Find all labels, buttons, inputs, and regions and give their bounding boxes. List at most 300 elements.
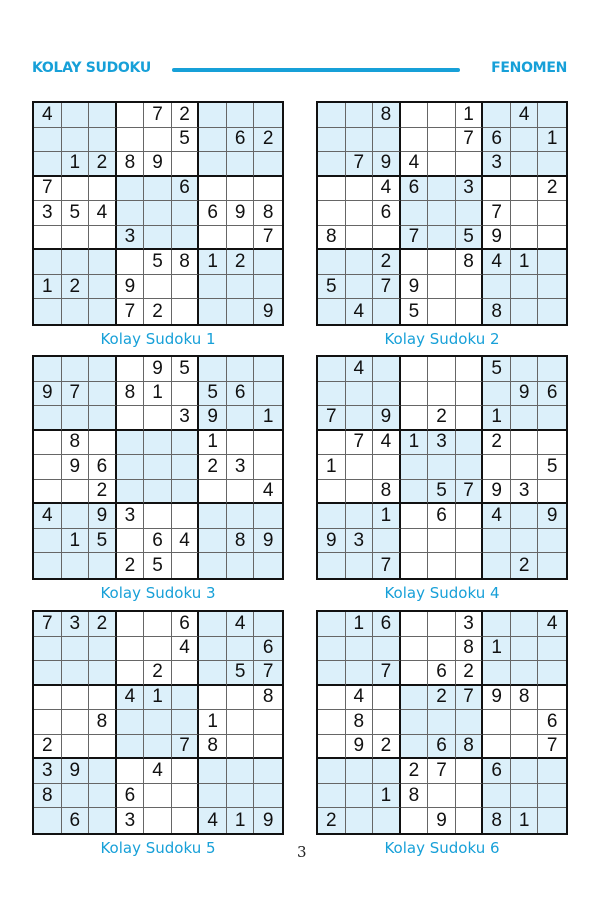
sudoku-cell[interactable]: 1: [373, 784, 401, 809]
sudoku-cell[interactable]: [227, 406, 255, 431]
sudoku-cell[interactable]: [373, 357, 401, 382]
sudoku-cell[interactable]: [89, 735, 117, 760]
sudoku-cell[interactable]: 7: [254, 661, 282, 686]
sudoku-cell[interactable]: 6: [172, 612, 200, 637]
sudoku-cell[interactable]: [117, 759, 145, 784]
sudoku-cell[interactable]: [428, 177, 456, 202]
sudoku-cell[interactable]: [511, 406, 539, 431]
sudoku-cell[interactable]: 9: [483, 226, 511, 251]
sudoku-cell[interactable]: [538, 661, 566, 686]
sudoku-cell[interactable]: 3: [456, 612, 484, 637]
sudoku-cell[interactable]: [254, 382, 282, 407]
sudoku-cell[interactable]: 4: [254, 480, 282, 505]
sudoku-cell[interactable]: [538, 406, 566, 431]
sudoku-cell[interactable]: [34, 710, 62, 735]
sudoku-cell[interactable]: [428, 529, 456, 554]
sudoku-cell[interactable]: [117, 480, 145, 505]
sudoku-cell[interactable]: [428, 553, 456, 578]
sudoku-cell[interactable]: [144, 128, 172, 153]
sudoku-cell[interactable]: [346, 201, 374, 226]
sudoku-cell[interactable]: [401, 808, 429, 833]
sudoku-cell[interactable]: 9: [62, 455, 90, 480]
sudoku-cell[interactable]: [538, 431, 566, 456]
sudoku-cell[interactable]: 2: [511, 553, 539, 578]
sudoku-cell[interactable]: 6: [373, 612, 401, 637]
sudoku-cell[interactable]: 9: [117, 275, 145, 300]
sudoku-cell[interactable]: [199, 103, 227, 128]
sudoku-cell[interactable]: 2: [62, 275, 90, 300]
sudoku-cell[interactable]: [199, 480, 227, 505]
sudoku-cell[interactable]: [373, 382, 401, 407]
sudoku-cell[interactable]: [538, 201, 566, 226]
sudoku-cell[interactable]: [538, 759, 566, 784]
sudoku-cell[interactable]: [172, 226, 200, 251]
sudoku-cell[interactable]: 6: [172, 177, 200, 202]
sudoku-cell[interactable]: [199, 226, 227, 251]
sudoku-cell[interactable]: [172, 480, 200, 505]
sudoku-cell[interactable]: [511, 299, 539, 324]
sudoku-cell[interactable]: [62, 553, 90, 578]
sudoku-cell[interactable]: 2: [199, 455, 227, 480]
sudoku-cell[interactable]: [346, 382, 374, 407]
sudoku-cell[interactable]: 9: [254, 299, 282, 324]
sudoku-cell[interactable]: [401, 128, 429, 153]
sudoku-cell[interactable]: [428, 455, 456, 480]
sudoku-cell[interactable]: [254, 431, 282, 456]
sudoku-cell[interactable]: [89, 103, 117, 128]
sudoku-cell[interactable]: [34, 808, 62, 833]
sudoku-cell[interactable]: [456, 382, 484, 407]
sudoku-cell[interactable]: [318, 504, 346, 529]
sudoku-cell[interactable]: [34, 455, 62, 480]
sudoku-cell[interactable]: 9: [483, 686, 511, 711]
sudoku-cell[interactable]: 8: [511, 686, 539, 711]
sudoku-cell[interactable]: [428, 637, 456, 662]
sudoku-cell[interactable]: 1: [144, 382, 172, 407]
sudoku-cell[interactable]: [318, 480, 346, 505]
sudoku-cell[interactable]: [483, 103, 511, 128]
sudoku-cell[interactable]: [456, 759, 484, 784]
sudoku-cell[interactable]: [346, 637, 374, 662]
sudoku-cell[interactable]: [401, 480, 429, 505]
sudoku-cell[interactable]: [227, 637, 255, 662]
sudoku-cell[interactable]: 6: [483, 128, 511, 153]
sudoku-cell[interactable]: [346, 455, 374, 480]
sudoku-cell[interactable]: [401, 686, 429, 711]
sudoku-cell[interactable]: 6: [483, 759, 511, 784]
sudoku-cell[interactable]: 4: [483, 250, 511, 275]
sudoku-cell[interactable]: [538, 637, 566, 662]
sudoku-cell[interactable]: [254, 612, 282, 637]
sudoku-cell[interactable]: [511, 529, 539, 554]
sudoku-cell[interactable]: 2: [117, 553, 145, 578]
sudoku-cell[interactable]: [62, 406, 90, 431]
sudoku-cell[interactable]: 3: [34, 759, 62, 784]
sudoku-cell[interactable]: [34, 637, 62, 662]
sudoku-cell[interactable]: [254, 735, 282, 760]
sudoku-cell[interactable]: 5: [428, 480, 456, 505]
sudoku-cell[interactable]: 5: [483, 357, 511, 382]
sudoku-cell[interactable]: 7: [144, 103, 172, 128]
sudoku-cell[interactable]: [62, 128, 90, 153]
sudoku-cell[interactable]: 6: [538, 382, 566, 407]
sudoku-cell[interactable]: 3: [456, 177, 484, 202]
sudoku-cell[interactable]: [34, 431, 62, 456]
sudoku-cell[interactable]: [318, 201, 346, 226]
sudoku-cell[interactable]: [538, 784, 566, 809]
sudoku-cell[interactable]: [34, 152, 62, 177]
sudoku-cell[interactable]: [346, 784, 374, 809]
sudoku-cell[interactable]: [199, 612, 227, 637]
sudoku-cell[interactable]: 4: [346, 686, 374, 711]
sudoku-cell[interactable]: 1: [62, 529, 90, 554]
sudoku-cell[interactable]: [318, 553, 346, 578]
sudoku-cell[interactable]: [483, 735, 511, 760]
sudoku-cell[interactable]: [428, 612, 456, 637]
sudoku-cell[interactable]: [483, 784, 511, 809]
sudoku-cell[interactable]: [483, 177, 511, 202]
sudoku-cell[interactable]: [318, 357, 346, 382]
sudoku-cell[interactable]: 1: [456, 103, 484, 128]
sudoku-cell[interactable]: [318, 382, 346, 407]
sudoku-cell[interactable]: 9: [254, 529, 282, 554]
sudoku-cell[interactable]: 5: [172, 357, 200, 382]
sudoku-cell[interactable]: [456, 431, 484, 456]
sudoku-cell[interactable]: [511, 152, 539, 177]
sudoku-cell[interactable]: [511, 177, 539, 202]
sudoku-cell[interactable]: [172, 299, 200, 324]
sudoku-cell[interactable]: [89, 661, 117, 686]
sudoku-cell[interactable]: 9: [318, 529, 346, 554]
sudoku-cell[interactable]: [89, 226, 117, 251]
sudoku-cell[interactable]: [318, 128, 346, 153]
sudoku-cell[interactable]: 3: [227, 455, 255, 480]
sudoku-cell[interactable]: 2: [34, 735, 62, 760]
sudoku-cell[interactable]: [117, 103, 145, 128]
sudoku-cell[interactable]: [199, 529, 227, 554]
sudoku-cell[interactable]: [318, 735, 346, 760]
sudoku-cell[interactable]: [172, 431, 200, 456]
sudoku-cell[interactable]: [227, 357, 255, 382]
sudoku-cell[interactable]: [172, 759, 200, 784]
sudoku-cell[interactable]: [144, 431, 172, 456]
sudoku-cell[interactable]: 7: [373, 661, 401, 686]
sudoku-cell[interactable]: [511, 637, 539, 662]
sudoku-cell[interactable]: [34, 128, 62, 153]
sudoku-cell[interactable]: [34, 480, 62, 505]
sudoku-cell[interactable]: 1: [227, 808, 255, 833]
sudoku-cell[interactable]: 7: [254, 226, 282, 251]
sudoku-cell[interactable]: 7: [401, 226, 429, 251]
sudoku-cell[interactable]: 3: [117, 504, 145, 529]
sudoku-cell[interactable]: [483, 553, 511, 578]
sudoku-cell[interactable]: 9: [62, 759, 90, 784]
sudoku-cell[interactable]: [62, 504, 90, 529]
sudoku-cell[interactable]: [144, 406, 172, 431]
sudoku-cell[interactable]: 2: [318, 808, 346, 833]
sudoku-cell[interactable]: [456, 406, 484, 431]
sudoku-cell[interactable]: [117, 128, 145, 153]
sudoku-cell[interactable]: 2: [373, 735, 401, 760]
sudoku-cell[interactable]: [428, 382, 456, 407]
sudoku-cell[interactable]: [346, 226, 374, 251]
sudoku-cell[interactable]: [227, 553, 255, 578]
sudoku-cell[interactable]: [117, 177, 145, 202]
sudoku-cell[interactable]: [511, 226, 539, 251]
sudoku-cell[interactable]: 4: [199, 808, 227, 833]
sudoku-cell[interactable]: 4: [34, 103, 62, 128]
sudoku-cell[interactable]: [428, 201, 456, 226]
sudoku-cell[interactable]: [346, 275, 374, 300]
sudoku-cell[interactable]: 1: [144, 686, 172, 711]
sudoku-cell[interactable]: [254, 759, 282, 784]
sudoku-cell[interactable]: 7: [373, 275, 401, 300]
sudoku-cell[interactable]: [401, 382, 429, 407]
sudoku-cell[interactable]: 2: [144, 661, 172, 686]
sudoku-cell[interactable]: 1: [346, 612, 374, 637]
sudoku-cell[interactable]: 6: [373, 201, 401, 226]
sudoku-cell[interactable]: [511, 759, 539, 784]
sudoku-cell[interactable]: [346, 759, 374, 784]
sudoku-cell[interactable]: [483, 612, 511, 637]
sudoku-cell[interactable]: [117, 612, 145, 637]
sudoku-cell[interactable]: 6: [428, 735, 456, 760]
sudoku-cell[interactable]: [428, 250, 456, 275]
sudoku-cell[interactable]: [318, 103, 346, 128]
sudoku-cell[interactable]: [144, 504, 172, 529]
sudoku-cell[interactable]: [144, 226, 172, 251]
sudoku-cell[interactable]: [318, 152, 346, 177]
sudoku-cell[interactable]: [227, 735, 255, 760]
sudoku-cell[interactable]: 1: [401, 431, 429, 456]
sudoku-cell[interactable]: [346, 808, 374, 833]
sudoku-cell[interactable]: [456, 529, 484, 554]
sudoku-cell[interactable]: [62, 357, 90, 382]
sudoku-cell[interactable]: [144, 612, 172, 637]
sudoku-cell[interactable]: 6: [227, 382, 255, 407]
sudoku-cell[interactable]: 6: [428, 661, 456, 686]
sudoku-cell[interactable]: [511, 784, 539, 809]
sudoku-cell[interactable]: [373, 299, 401, 324]
sudoku-cell[interactable]: 5: [199, 382, 227, 407]
sudoku-cell[interactable]: [144, 455, 172, 480]
sudoku-cell[interactable]: 2: [89, 152, 117, 177]
sudoku-cell[interactable]: [199, 152, 227, 177]
sudoku-cell[interactable]: [538, 226, 566, 251]
sudoku-cell[interactable]: 9: [254, 808, 282, 833]
sudoku-cell[interactable]: 8: [117, 382, 145, 407]
sudoku-cell[interactable]: 5: [144, 553, 172, 578]
sudoku-cell[interactable]: [227, 226, 255, 251]
sudoku-cell[interactable]: 5: [89, 529, 117, 554]
sudoku-cell[interactable]: 3: [62, 612, 90, 637]
sudoku-cell[interactable]: 8: [117, 152, 145, 177]
sudoku-cell[interactable]: [538, 103, 566, 128]
sudoku-cell[interactable]: 9: [483, 480, 511, 505]
sudoku-cell[interactable]: [373, 226, 401, 251]
sudoku-cell[interactable]: 7: [346, 431, 374, 456]
sudoku-cell[interactable]: 1: [511, 808, 539, 833]
sudoku-cell[interactable]: [62, 637, 90, 662]
sudoku-cell[interactable]: [117, 201, 145, 226]
sudoku-cell[interactable]: [318, 431, 346, 456]
sudoku-cell[interactable]: 5: [144, 250, 172, 275]
sudoku-cell[interactable]: 9: [373, 406, 401, 431]
sudoku-cell[interactable]: [346, 177, 374, 202]
sudoku-cell[interactable]: 6: [227, 128, 255, 153]
sudoku-cell[interactable]: 8: [346, 710, 374, 735]
sudoku-cell[interactable]: [34, 406, 62, 431]
sudoku-cell[interactable]: 7: [346, 152, 374, 177]
sudoku-cell[interactable]: [511, 661, 539, 686]
sudoku-cell[interactable]: [456, 553, 484, 578]
sudoku-cell[interactable]: 8: [456, 637, 484, 662]
sudoku-cell[interactable]: [227, 275, 255, 300]
sudoku-cell[interactable]: 6: [62, 808, 90, 833]
sudoku-cell[interactable]: [144, 480, 172, 505]
sudoku-cell[interactable]: 6: [401, 177, 429, 202]
sudoku-cell[interactable]: [117, 250, 145, 275]
sudoku-cell[interactable]: [34, 553, 62, 578]
sudoku-cell[interactable]: 2: [172, 103, 200, 128]
sudoku-cell[interactable]: [199, 299, 227, 324]
sudoku-cell[interactable]: [428, 275, 456, 300]
sudoku-cell[interactable]: [117, 529, 145, 554]
sudoku-cell[interactable]: 4: [172, 529, 200, 554]
sudoku-cell[interactable]: 9: [373, 152, 401, 177]
sudoku-cell[interactable]: [34, 250, 62, 275]
sudoku-cell[interactable]: [373, 637, 401, 662]
sudoku-cell[interactable]: [199, 637, 227, 662]
sudoku-cell[interactable]: 4: [227, 612, 255, 637]
sudoku-cell[interactable]: [456, 710, 484, 735]
sudoku-cell[interactable]: [144, 735, 172, 760]
sudoku-cell[interactable]: [227, 504, 255, 529]
sudoku-cell[interactable]: [227, 784, 255, 809]
sudoku-cell[interactable]: [428, 128, 456, 153]
sudoku-cell[interactable]: 9: [538, 504, 566, 529]
sudoku-cell[interactable]: [172, 504, 200, 529]
sudoku-cell[interactable]: 2: [483, 431, 511, 456]
sudoku-cell[interactable]: [89, 128, 117, 153]
sudoku-cell[interactable]: [172, 553, 200, 578]
sudoku-cell[interactable]: 3: [117, 226, 145, 251]
sudoku-cell[interactable]: [401, 553, 429, 578]
sudoku-cell[interactable]: 3: [428, 431, 456, 456]
sudoku-cell[interactable]: [318, 177, 346, 202]
sudoku-cell[interactable]: [483, 275, 511, 300]
sudoku-cell[interactable]: 9: [34, 382, 62, 407]
sudoku-cell[interactable]: [172, 661, 200, 686]
sudoku-cell[interactable]: 4: [346, 299, 374, 324]
sudoku-cell[interactable]: [346, 406, 374, 431]
sudoku-cell[interactable]: 1: [199, 250, 227, 275]
sudoku-cell[interactable]: 2: [89, 612, 117, 637]
sudoku-cell[interactable]: [538, 553, 566, 578]
sudoku-cell[interactable]: [172, 455, 200, 480]
sudoku-cell[interactable]: 7: [318, 406, 346, 431]
sudoku-cell[interactable]: [401, 710, 429, 735]
sudoku-cell[interactable]: [346, 250, 374, 275]
sudoku-cell[interactable]: [401, 357, 429, 382]
sudoku-cell[interactable]: [511, 735, 539, 760]
sudoku-cell[interactable]: [483, 529, 511, 554]
sudoku-cell[interactable]: [401, 406, 429, 431]
sudoku-cell[interactable]: [117, 455, 145, 480]
sudoku-cell[interactable]: [401, 637, 429, 662]
sudoku-cell[interactable]: 7: [62, 382, 90, 407]
sudoku-cell[interactable]: [227, 759, 255, 784]
sudoku-cell[interactable]: [483, 455, 511, 480]
sudoku-cell[interactable]: [456, 808, 484, 833]
sudoku-cell[interactable]: [89, 431, 117, 456]
sudoku-cell[interactable]: 6: [254, 637, 282, 662]
sudoku-cell[interactable]: [144, 808, 172, 833]
sudoku-cell[interactable]: 4: [34, 504, 62, 529]
sudoku-cell[interactable]: [117, 661, 145, 686]
sudoku-cell[interactable]: [456, 201, 484, 226]
sudoku-cell[interactable]: [89, 406, 117, 431]
sudoku-cell[interactable]: [62, 480, 90, 505]
sudoku-cell[interactable]: [62, 103, 90, 128]
sudoku-cell[interactable]: [538, 275, 566, 300]
sudoku-cell[interactable]: 5: [538, 455, 566, 480]
sudoku-cell[interactable]: [199, 128, 227, 153]
sudoku-cell[interactable]: [199, 275, 227, 300]
sudoku-cell[interactable]: [62, 735, 90, 760]
sudoku-cell[interactable]: 6: [89, 455, 117, 480]
sudoku-cell[interactable]: 4: [172, 637, 200, 662]
sudoku-cell[interactable]: [117, 735, 145, 760]
sudoku-cell[interactable]: [346, 504, 374, 529]
sudoku-cell[interactable]: 1: [373, 504, 401, 529]
sudoku-cell[interactable]: 8: [456, 250, 484, 275]
sudoku-cell[interactable]: [538, 808, 566, 833]
sudoku-cell[interactable]: [254, 275, 282, 300]
sudoku-cell[interactable]: 8: [373, 480, 401, 505]
sudoku-cell[interactable]: [227, 480, 255, 505]
sudoku-cell[interactable]: [199, 553, 227, 578]
sudoku-cell[interactable]: 8: [318, 226, 346, 251]
sudoku-cell[interactable]: 2: [401, 759, 429, 784]
sudoku-cell[interactable]: [428, 103, 456, 128]
sudoku-cell[interactable]: 1: [483, 637, 511, 662]
sudoku-cell[interactable]: [456, 299, 484, 324]
sudoku-cell[interactable]: 3: [117, 808, 145, 833]
sudoku-cell[interactable]: [511, 275, 539, 300]
sudoku-cell[interactable]: [172, 275, 200, 300]
sudoku-cell[interactable]: [62, 710, 90, 735]
sudoku-cell[interactable]: 5: [456, 226, 484, 251]
sudoku-cell[interactable]: 7: [456, 686, 484, 711]
sudoku-cell[interactable]: [346, 128, 374, 153]
sudoku-cell[interactable]: [401, 455, 429, 480]
sudoku-cell[interactable]: [538, 152, 566, 177]
sudoku-cell[interactable]: [199, 759, 227, 784]
sudoku-cell[interactable]: [511, 504, 539, 529]
sudoku-cell[interactable]: [401, 103, 429, 128]
sudoku-cell[interactable]: [254, 103, 282, 128]
sudoku-cell[interactable]: [456, 504, 484, 529]
sudoku-cell[interactable]: 4: [373, 177, 401, 202]
sudoku-cell[interactable]: [117, 406, 145, 431]
sudoku-cell[interactable]: [62, 177, 90, 202]
sudoku-cell[interactable]: [172, 201, 200, 226]
sudoku-cell[interactable]: 7: [538, 735, 566, 760]
sudoku-cell[interactable]: [318, 710, 346, 735]
sudoku-cell[interactable]: [144, 784, 172, 809]
sudoku-cell[interactable]: [456, 357, 484, 382]
